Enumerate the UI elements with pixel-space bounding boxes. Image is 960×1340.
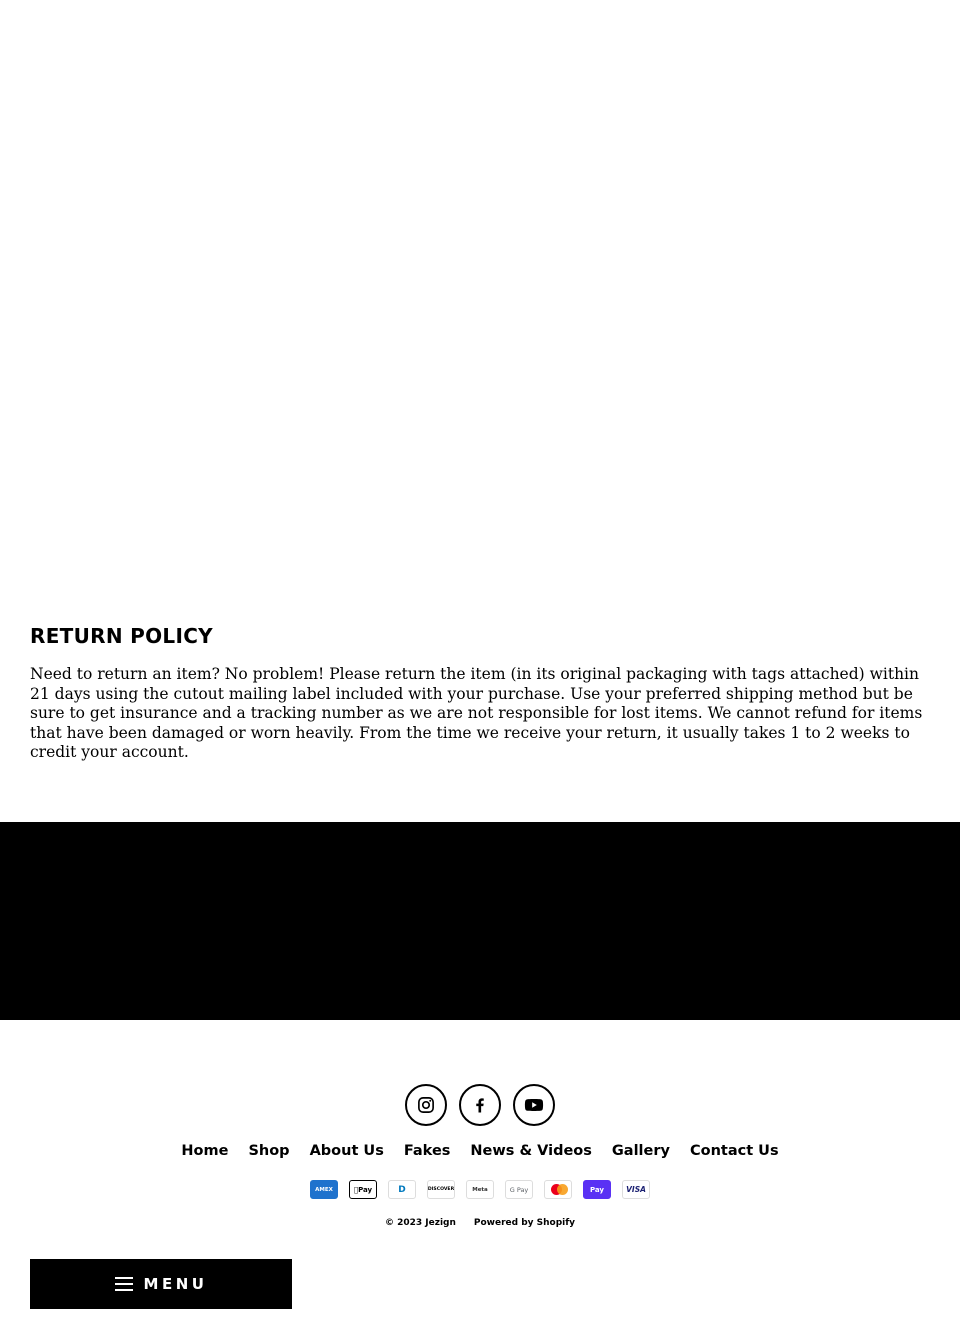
return-policy-section bbox=[30, 624, 930, 763]
policy-text: Need to return an item? No problem! Please return the item (in its original packaging with tags attached) within 21 days using the cutout mailing label included with your purchase. Use your preferred shipping method but be sure to get insurance and a tracking number as we are not responsible for lost items. We cannot refund for items that have been damaged or worn heavily. From the time we receive your return, it usually takes 1 to 2 weeks to credit your account. bbox=[30, 665, 923, 762]
youtube-icon bbox=[524, 1095, 544, 1115]
visa-icon: VISA bbox=[622, 1180, 650, 1199]
page-title: RETURN POLICY bbox=[30, 624, 213, 648]
facebook-link[interactable] bbox=[459, 1084, 501, 1126]
footer-nav bbox=[0, 1143, 960, 1159]
footer-link-about-us[interactable]: About Us bbox=[309, 1143, 384, 1159]
apple-pay-label: Pay bbox=[355, 1185, 370, 1194]
shop-pay-label: Pay bbox=[589, 1185, 604, 1194]
footer-link-gallery[interactable]: Gallery bbox=[611, 1143, 670, 1159]
meta-pay-icon: Meta bbox=[466, 1180, 494, 1199]
instagram-icon bbox=[417, 1096, 435, 1114]
footer-link-contact-us[interactable]: Contact Us bbox=[689, 1143, 779, 1159]
apple-pay-icon bbox=[349, 1180, 377, 1199]
footer-link-shop[interactable]: Shop bbox=[248, 1143, 290, 1159]
payment-icons bbox=[0, 1180, 960, 1199]
footer-black-band bbox=[0, 822, 960, 1020]
social-links bbox=[0, 1084, 960, 1126]
powered-by-link[interactable]: Powered by Shopify bbox=[473, 1218, 576, 1228]
discover-icon: DISCOVER bbox=[427, 1180, 455, 1199]
footer-link-fakes[interactable]: Fakes bbox=[403, 1143, 451, 1159]
copyright-text[interactable]: © 2023 Jezign bbox=[384, 1218, 456, 1228]
diners-club-icon: D bbox=[388, 1180, 416, 1199]
menu-button[interactable] bbox=[30, 1259, 292, 1309]
copyright-row bbox=[0, 1218, 960, 1228]
footer-link-news-videos[interactable]: News & Videos bbox=[470, 1143, 592, 1159]
mastercard-icon bbox=[544, 1180, 572, 1199]
menu-label: MENU bbox=[143, 1275, 208, 1293]
google-pay-icon: G Pay bbox=[505, 1180, 533, 1199]
youtube-link[interactable] bbox=[513, 1084, 555, 1126]
hamburger-icon bbox=[115, 1277, 133, 1291]
footer-link-home[interactable]: Home bbox=[181, 1143, 229, 1159]
instagram-link[interactable] bbox=[405, 1084, 447, 1126]
shop-pay-icon bbox=[583, 1180, 611, 1199]
amex-icon: AMEX bbox=[310, 1180, 338, 1199]
facebook-icon bbox=[471, 1096, 489, 1114]
